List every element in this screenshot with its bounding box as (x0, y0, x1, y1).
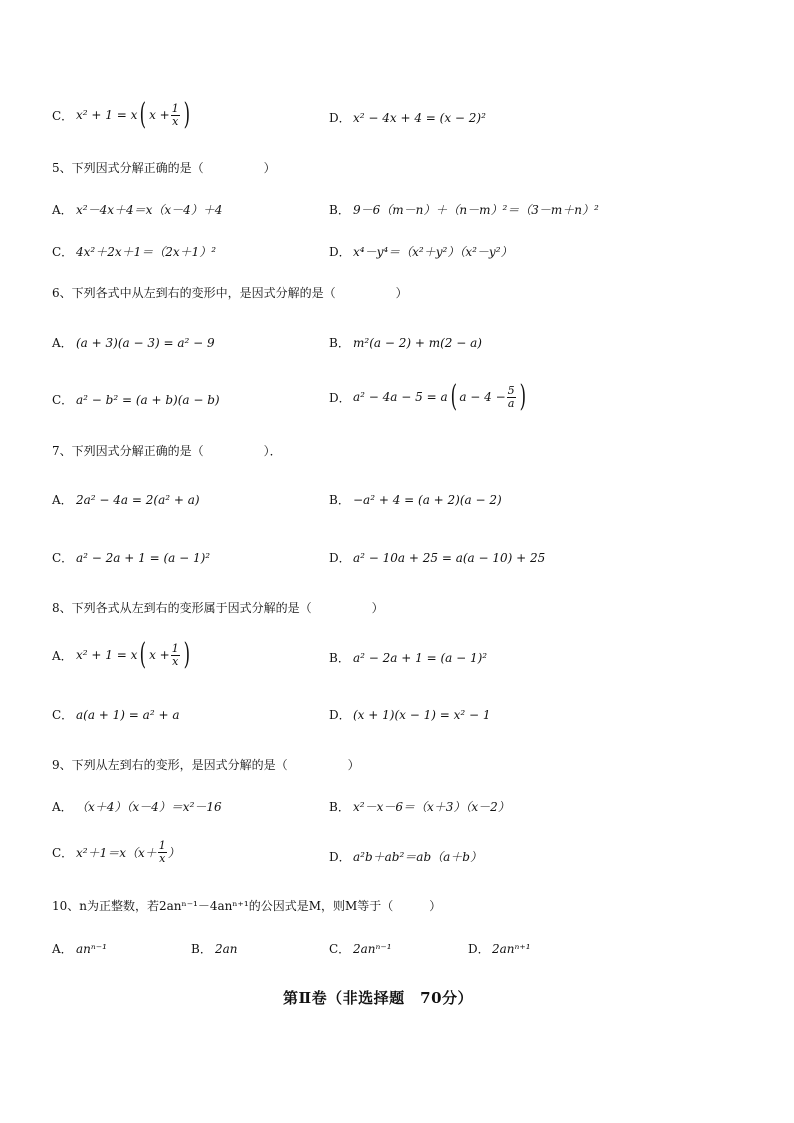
q10-option-b[interactable] (191, 940, 238, 957)
math-expression: 2anⁿ⁻¹ (353, 941, 392, 956)
expr-part: a − 4 − (459, 390, 506, 404)
math-expression: (a + 3)(a − 3) = a² − 9 (76, 335, 215, 350)
question-9-stem: 9、下列从左到右的变形，是因式分解的是（ ） (52, 758, 360, 772)
question-7-stem: 7、下列因式分解正确的是（ ）． (52, 444, 282, 458)
option-label: D． (329, 245, 351, 259)
math-expression: 2a² − 4a = 2(a² + a) (76, 492, 200, 507)
option-label: C． (52, 845, 74, 860)
q10-option-a[interactable] (52, 940, 107, 957)
option-label: B． (329, 203, 350, 217)
math-expression: x² − 4x + 4 = (x − 2)² (353, 110, 486, 125)
q5-option-b[interactable] (329, 201, 599, 218)
q8-option-a[interactable] (52, 637, 192, 672)
q8-option-c[interactable] (52, 706, 179, 723)
option-label: D． (468, 942, 490, 956)
q7-option-d[interactable] (329, 549, 545, 566)
q10-option-d[interactable] (468, 940, 531, 957)
denominator: a (507, 396, 515, 410)
math-expression: 2anⁿ⁺¹ (492, 941, 531, 956)
q10-option-c[interactable] (329, 940, 392, 957)
math-expression: m²(a − 2) + m(2 − a) (353, 335, 482, 350)
q4-option-d[interactable] (329, 109, 486, 126)
option-label: A． (52, 493, 73, 507)
math-expression (76, 840, 180, 864)
expr-part: x²＋1＝x（x＋ (76, 845, 157, 860)
option-label: D． (329, 390, 351, 405)
option-label: A． (52, 800, 73, 814)
expr-part: x + (149, 108, 170, 122)
option-label: A． (52, 648, 73, 663)
q7-option-a[interactable] (52, 491, 200, 508)
q7-option-b[interactable] (329, 491, 502, 508)
option-label: C． (52, 108, 74, 123)
option-label: B． (329, 336, 350, 350)
q9-option-c[interactable] (52, 840, 180, 864)
option-label: A． (52, 942, 73, 956)
option-label: C． (52, 551, 74, 565)
math-expression: x²－x－6＝（x＋3）（x－2） (353, 800, 510, 814)
question-8-stem: 8、下列各式从左到右的变形属于因式分解的是（ ） (52, 601, 384, 615)
expr-part: a² − 4a − 5 = a (353, 390, 448, 404)
math-expression: a² − 4a − 5 = a ( a − 4 − $\frac{5}{a}$ ) (353, 379, 526, 414)
option-label: C． (329, 942, 351, 956)
fraction (171, 103, 180, 127)
q8-option-b[interactable] (329, 649, 487, 666)
math-expression: anⁿ⁻¹ (76, 941, 107, 956)
option-label: B． (329, 651, 350, 665)
option-label: A． (52, 336, 73, 350)
math-expression: (x + 1)(x − 1) = x² − 1 (353, 707, 491, 722)
numerator: 5 (507, 383, 515, 397)
q5-option-c[interactable] (52, 243, 216, 260)
math-expression: a² − 2a + 1 = (a − 1)² (76, 550, 211, 565)
math-expression: a²b＋ab²＝ab（a＋b） (353, 850, 482, 864)
numerator: 1 (158, 839, 166, 852)
numerator: 1 (171, 101, 179, 115)
option-label: C． (52, 245, 74, 259)
option-label: D． (329, 551, 351, 565)
math-expression: x⁴－y⁴＝（x²＋y²）（x²－y²） (353, 245, 513, 259)
math-expression: 2an (215, 941, 238, 956)
fraction (507, 385, 516, 409)
denominator: x (159, 851, 166, 865)
option-label: B． (329, 493, 350, 507)
math-expression: x² + 1 = x ( x + $\frac{1}{x}$ ) (76, 97, 190, 132)
q6-option-d[interactable] (329, 379, 528, 414)
q6-option-a[interactable] (52, 334, 215, 351)
q5-option-a[interactable] (52, 201, 222, 218)
math-expression: a² − 10a + 25 = a(a − 10) + 25 (353, 550, 546, 565)
math-expression: 4x²＋2x＋1＝（2x＋1）² (76, 245, 217, 259)
fraction (158, 840, 167, 864)
math-expression: x²－4x＋4＝x（x－4）＋4 (76, 203, 223, 217)
section-title: 第Ⅱ卷（非选择题 70分） (283, 989, 474, 1007)
option-label: B． (329, 800, 350, 814)
math-expression: a² − 2a + 1 = (a − 1)² (353, 650, 488, 665)
question-5-stem: 5、下列因式分解正确的是（ ） (52, 161, 276, 175)
q9-option-a[interactable] (52, 798, 222, 815)
numerator: 1 (171, 641, 179, 655)
q5-option-d[interactable] (329, 243, 513, 260)
math-expression: a(a + 1) = a² + a (76, 707, 180, 722)
q4-option-c[interactable] (52, 97, 192, 132)
q9-option-b[interactable] (329, 798, 510, 815)
math-expression: a² − b² = (a + b)(a − b) (76, 392, 220, 407)
q6-option-c[interactable] (52, 391, 220, 408)
math-expression: 9－6（m－n）＋（n－m）²＝（3－m＋n）² (353, 203, 599, 217)
denominator: x (172, 654, 179, 668)
denominator: x (172, 114, 179, 128)
option-label: D． (329, 111, 351, 125)
math-expression: −a² + 4 = (a + 2)(a − 2) (353, 492, 502, 507)
expr-part: x² + 1 = x (76, 648, 138, 662)
q8-option-d[interactable] (329, 706, 490, 723)
option-label: D． (329, 708, 351, 722)
option-label: D． (329, 850, 351, 864)
fraction (171, 643, 180, 667)
q9-option-d[interactable] (329, 848, 482, 865)
q6-option-b[interactable] (329, 334, 482, 351)
option-label: C． (52, 708, 74, 722)
q7-option-c[interactable] (52, 549, 210, 566)
expr-part: ） (167, 845, 180, 860)
expr-part: x + (149, 648, 170, 662)
option-label: A． (52, 203, 73, 217)
math-expression: （x＋4）（x－4）＝x²－16 (76, 800, 222, 814)
expr-part: x² + 1 = x (76, 108, 138, 122)
question-10-stem: 10、n为正整数，若2anⁿ⁻¹－4anⁿ⁺¹的公因式是M，则M等于（ ） (52, 899, 442, 913)
math-expression: x² + 1 = x ( x + $\frac{1}{x}$ ) (76, 637, 190, 672)
option-label: C． (52, 393, 74, 407)
question-6-stem: 6、下列各式中从左到右的变形中，是因式分解的是（ ） (52, 286, 408, 300)
option-label: B． (191, 942, 212, 956)
